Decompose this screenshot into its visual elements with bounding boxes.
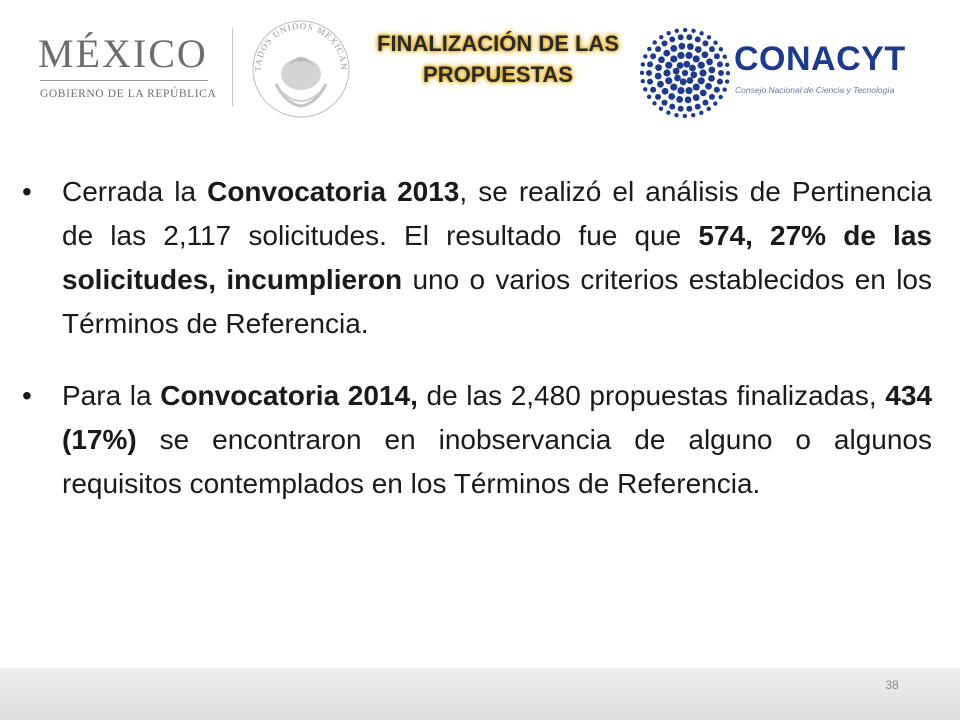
mexico-logo-rule	[40, 80, 208, 81]
slide-title-line2: PROPUESTAS	[423, 62, 573, 87]
logo-divider	[232, 28, 233, 106]
bullet-convocatoria-2014	[20, 374, 932, 506]
slide-footer	[0, 668, 960, 720]
conacyt-logo-subtitle: Consejo Nacional de Ciencia y Tecnología	[735, 85, 895, 95]
bullet-1-seg-2: Convocatoria 2013	[207, 176, 460, 207]
bullet-convocatoria-2013	[20, 170, 932, 346]
mexico-logo-word: MÉXICO	[38, 31, 208, 76]
national-seal-icon	[246, 14, 356, 124]
bullet-1-seg-4: 574, 27% de las solicitudes, incumplieron	[62, 220, 932, 295]
slide-body	[20, 170, 932, 534]
bullet-1-seg-1: Cerrada la	[62, 176, 208, 207]
bullet-2-seg-4: 434 (17%)	[62, 380, 933, 455]
page-number: 38	[885, 678, 899, 692]
conacyt-logo-word: CONACYT	[734, 40, 906, 78]
bullet-2-seg-5: se encontraron en inobservancia de alguno o algunos requisitos contemplados en los Términos de Referencia.	[62, 424, 932, 499]
bullet-1-seg-3: , se realizó el análisis de Pertinencia de las 2,117 solicitudes. El resultado fue que	[62, 176, 932, 251]
mexico-logo-subtitle: GOBIERNO DE LA REPÚBLICA	[40, 88, 217, 100]
mexico-government-logo	[38, 30, 218, 110]
slide-header	[0, 0, 960, 140]
seal-text: TADOS UNIDOS MEXICAN	[252, 20, 350, 72]
slide-title	[348, 28, 648, 90]
bullet-1-seg-5: uno o varios criterios establecidos en los Términos de Referencia.	[62, 264, 932, 339]
conacyt-dots-icon	[640, 28, 730, 118]
bullet-2-seg-1: Para la	[62, 380, 161, 411]
slide-title-line1: FINALIZACIÓN DE LAS	[377, 31, 619, 56]
bullet-2-seg-3: de las 2,480 propuestas finalizadas,	[417, 380, 886, 411]
bullet-2-seg-2: Convocatoria 2014,	[160, 380, 418, 411]
